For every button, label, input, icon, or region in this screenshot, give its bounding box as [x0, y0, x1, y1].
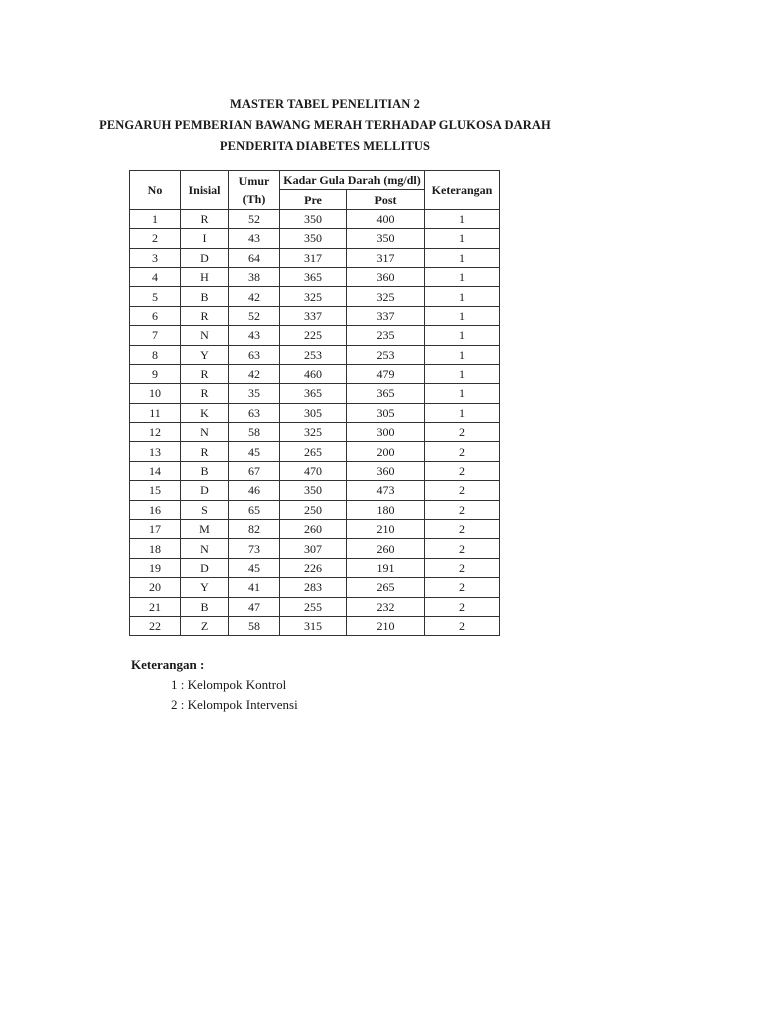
table-header [130, 171, 500, 210]
cell-post: 210 [347, 520, 425, 539]
cell-keterangan: 1 [425, 248, 500, 267]
cell-post: 300 [347, 423, 425, 442]
cell-no: 19 [130, 558, 181, 577]
cell-no: 3 [130, 248, 181, 267]
cell-keterangan: 2 [425, 423, 500, 442]
cell-post: 265 [347, 578, 425, 597]
cell-inisial: B [181, 461, 229, 480]
cell-keterangan: 1 [425, 229, 500, 248]
cell-umur: 63 [229, 345, 280, 364]
cell-no: 22 [130, 616, 181, 635]
cell-keterangan: 1 [425, 384, 500, 403]
cell-umur: 67 [229, 461, 280, 480]
cell-post: 253 [347, 345, 425, 364]
cell-post: 400 [347, 209, 425, 228]
cell-keterangan: 2 [425, 442, 500, 461]
cell-pre: 470 [280, 461, 347, 480]
header-post: Post [347, 190, 425, 209]
cell-keterangan: 2 [425, 597, 500, 616]
cell-umur: 73 [229, 539, 280, 558]
cell-keterangan: 1 [425, 364, 500, 383]
cell-pre: 460 [280, 364, 347, 383]
cell-inisial: N [181, 326, 229, 345]
cell-no: 9 [130, 364, 181, 383]
cell-post: 235 [347, 326, 425, 345]
table-body [130, 209, 500, 636]
document-title [0, 94, 650, 157]
table-row [130, 616, 500, 635]
cell-umur: 35 [229, 384, 280, 403]
table-row [130, 423, 500, 442]
cell-post: 365 [347, 384, 425, 403]
cell-pre: 225 [280, 326, 347, 345]
cell-keterangan: 2 [425, 558, 500, 577]
cell-inisial: D [181, 481, 229, 500]
table-row [130, 481, 500, 500]
cell-post: 305 [347, 403, 425, 422]
cell-keterangan: 1 [425, 287, 500, 306]
table-row [130, 539, 500, 558]
cell-inisial: K [181, 403, 229, 422]
cell-inisial: N [181, 539, 229, 558]
cell-pre: 255 [280, 597, 347, 616]
cell-pre: 350 [280, 481, 347, 500]
cell-no: 17 [130, 520, 181, 539]
cell-post: 360 [347, 461, 425, 480]
cell-umur: 82 [229, 520, 280, 539]
cell-umur: 46 [229, 481, 280, 500]
cell-pre: 365 [280, 384, 347, 403]
cell-no: 5 [130, 287, 181, 306]
table-row [130, 229, 500, 248]
cell-umur: 58 [229, 423, 280, 442]
cell-umur: 58 [229, 616, 280, 635]
cell-inisial: R [181, 306, 229, 325]
title-line-2: PENGARUH PEMBERIAN BAWANG MERAH TERHADAP GLUKOSA DARAH [99, 118, 551, 132]
header-inisial: Inisial [181, 171, 229, 210]
header-no: No [130, 171, 181, 210]
cell-inisial: Y [181, 345, 229, 364]
cell-no: 7 [130, 326, 181, 345]
cell-pre: 250 [280, 500, 347, 519]
cell-keterangan: 2 [425, 520, 500, 539]
cell-no: 15 [130, 481, 181, 500]
note-item-kontrol: 1 : Kelompok Kontrol [171, 677, 287, 692]
cell-umur: 42 [229, 287, 280, 306]
cell-inisial: N [181, 423, 229, 442]
cell-keterangan: 2 [425, 500, 500, 519]
cell-post: 260 [347, 539, 425, 558]
cell-umur: 42 [229, 364, 280, 383]
master-table [129, 170, 500, 636]
cell-keterangan: 1 [425, 403, 500, 422]
cell-pre: 350 [280, 229, 347, 248]
table-row [130, 287, 500, 306]
cell-pre: 315 [280, 616, 347, 635]
table-row [130, 500, 500, 519]
cell-inisial: Y [181, 578, 229, 597]
cell-umur: 65 [229, 500, 280, 519]
cell-post: 325 [347, 287, 425, 306]
cell-no: 14 [130, 461, 181, 480]
cell-keterangan: 2 [425, 616, 500, 635]
cell-pre: 325 [280, 423, 347, 442]
cell-umur: 41 [229, 578, 280, 597]
cell-pre: 305 [280, 403, 347, 422]
title-line-1: MASTER TABEL PENELITIAN 2 [230, 97, 420, 111]
table-row [130, 520, 500, 539]
cell-umur: 38 [229, 267, 280, 286]
cell-umur: 45 [229, 442, 280, 461]
cell-inisial: R [181, 442, 229, 461]
cell-no: 20 [130, 578, 181, 597]
notes-title: Keterangan : [131, 657, 205, 672]
cell-no: 6 [130, 306, 181, 325]
cell-post: 317 [347, 248, 425, 267]
cell-umur: 45 [229, 558, 280, 577]
cell-pre: 337 [280, 306, 347, 325]
table-row [130, 326, 500, 345]
cell-pre: 350 [280, 209, 347, 228]
notes-section [131, 655, 298, 715]
cell-post: 479 [347, 364, 425, 383]
header-umur-unit: (Th) [242, 191, 266, 206]
title-line-3: PENDERITA DIABETES MELLITUS [219, 139, 431, 153]
table-row [130, 384, 500, 403]
cell-post: 473 [347, 481, 425, 500]
header-umur-label: Umur [238, 173, 270, 188]
table-row [130, 248, 500, 267]
cell-inisial: R [181, 209, 229, 228]
cell-post: 350 [347, 229, 425, 248]
header-row-1 [130, 171, 500, 190]
cell-post: 337 [347, 306, 425, 325]
cell-inisial: H [181, 267, 229, 286]
cell-pre: 325 [280, 287, 347, 306]
cell-post: 191 [347, 558, 425, 577]
cell-keterangan: 1 [425, 345, 500, 364]
cell-keterangan: 1 [425, 209, 500, 228]
table-row [130, 345, 500, 364]
cell-no: 2 [130, 229, 181, 248]
cell-post: 360 [347, 267, 425, 286]
cell-no: 13 [130, 442, 181, 461]
cell-keterangan: 1 [425, 267, 500, 286]
table-row [130, 578, 500, 597]
cell-no: 8 [130, 345, 181, 364]
cell-no: 4 [130, 267, 181, 286]
cell-no: 16 [130, 500, 181, 519]
table-row [130, 306, 500, 325]
cell-keterangan: 2 [425, 461, 500, 480]
cell-keterangan: 1 [425, 326, 500, 345]
cell-umur: 47 [229, 597, 280, 616]
cell-umur: 43 [229, 326, 280, 345]
cell-umur: 43 [229, 229, 280, 248]
cell-inisial: D [181, 248, 229, 267]
cell-no: 11 [130, 403, 181, 422]
cell-post: 210 [347, 616, 425, 635]
cell-inisial: B [181, 287, 229, 306]
cell-keterangan: 2 [425, 481, 500, 500]
cell-no: 21 [130, 597, 181, 616]
cell-no: 10 [130, 384, 181, 403]
cell-pre: 260 [280, 520, 347, 539]
cell-umur: 52 [229, 209, 280, 228]
table-row [130, 403, 500, 422]
note-item-intervensi: 2 : Kelompok Intervensi [171, 697, 298, 712]
header-keterangan: Keterangan [425, 171, 500, 210]
cell-pre: 226 [280, 558, 347, 577]
cell-pre: 253 [280, 345, 347, 364]
cell-post: 180 [347, 500, 425, 519]
cell-no: 12 [130, 423, 181, 442]
cell-pre: 283 [280, 578, 347, 597]
cell-inisial: D [181, 558, 229, 577]
cell-keterangan: 1 [425, 306, 500, 325]
cell-umur: 63 [229, 403, 280, 422]
header-umur [229, 171, 280, 210]
table-row [130, 364, 500, 383]
cell-inisial: R [181, 384, 229, 403]
header-pre: Pre [280, 190, 347, 209]
cell-inisial: I [181, 229, 229, 248]
cell-post: 200 [347, 442, 425, 461]
cell-no: 18 [130, 539, 181, 558]
cell-pre: 307 [280, 539, 347, 558]
cell-post: 232 [347, 597, 425, 616]
cell-inisial: M [181, 520, 229, 539]
cell-no: 1 [130, 209, 181, 228]
cell-inisial: Z [181, 616, 229, 635]
table-row [130, 461, 500, 480]
cell-pre: 317 [280, 248, 347, 267]
table-row [130, 442, 500, 461]
cell-keterangan: 2 [425, 578, 500, 597]
cell-keterangan: 2 [425, 539, 500, 558]
cell-inisial: B [181, 597, 229, 616]
cell-inisial: R [181, 364, 229, 383]
table-row [130, 267, 500, 286]
cell-pre: 365 [280, 267, 347, 286]
table-row [130, 558, 500, 577]
table-row [130, 209, 500, 228]
cell-inisial: S [181, 500, 229, 519]
cell-umur: 64 [229, 248, 280, 267]
cell-umur: 52 [229, 306, 280, 325]
cell-pre: 265 [280, 442, 347, 461]
header-kadar-gula-darah: Kadar Gula Darah (mg/dl) [280, 171, 425, 190]
table-row [130, 597, 500, 616]
